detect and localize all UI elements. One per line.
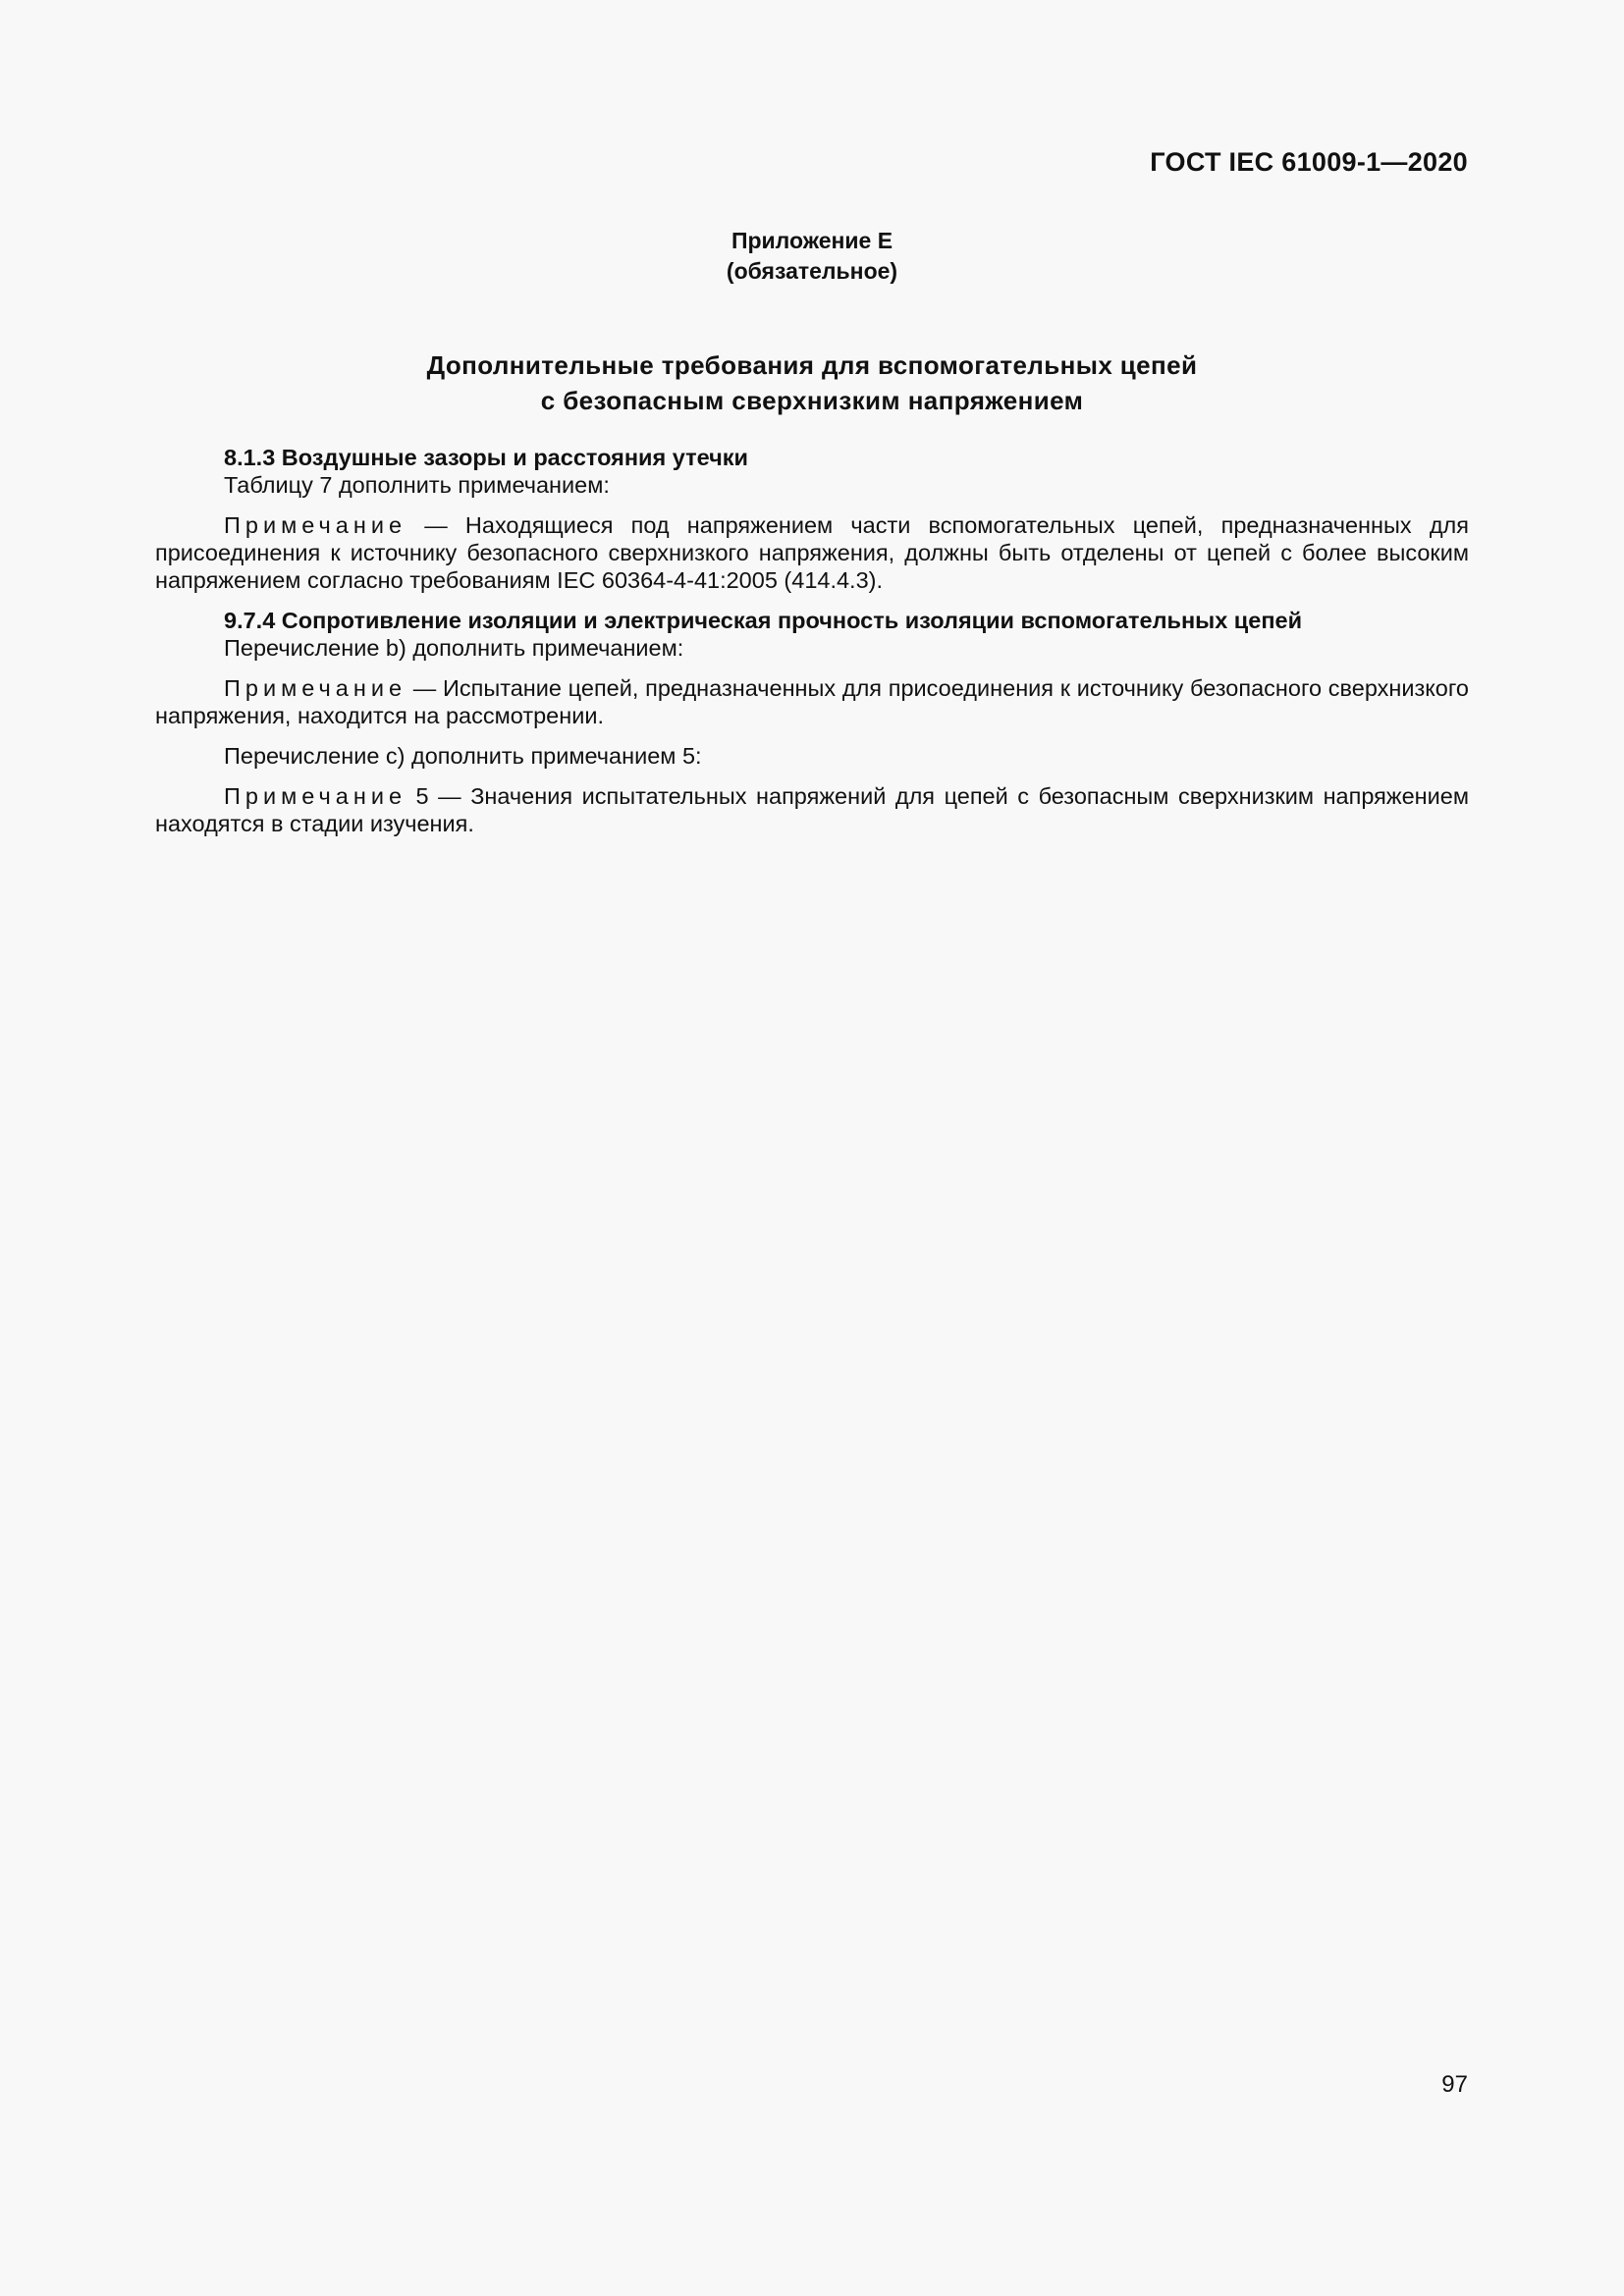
- annex-heading: [155, 226, 1469, 287]
- note-text: — Находящиеся под напряжением части вспомогательных цепей, предназначенных для присоединения к источнику безопасного сверхнизкого напряжения, должны быть отделены от цепей с более высоким напряжением согласно требованиям IEC 60364-4-41:2005 (414.4.3).: [155, 512, 1469, 593]
- document-code: ГОСТ IEC 61009-1—2020: [1150, 147, 1468, 177]
- note-8-1-3: [155, 511, 1469, 594]
- note-text: — Испытание цепей, предназначенных для присоединения к источнику безопасного сверхнизкого напряжения, находится на рассмотрении.: [155, 675, 1469, 728]
- section-instruction-9-7-4-c: Перечисление c) дополнить примечанием 5:: [224, 743, 702, 769]
- section-instruction-9-7-4-b: Перечисление b) дополнить примечанием:: [224, 635, 684, 661]
- annex-title-line-1: Дополнительные требования для вспомогательных цепей: [426, 350, 1198, 380]
- document-body: [155, 444, 1469, 837]
- annex-status: (обязательное): [726, 258, 898, 284]
- section-heading-8-1-3: 8.1.3 Воздушные зазоры и расстояния утечки: [224, 445, 748, 470]
- note-label: Примечание: [224, 512, 407, 538]
- annex-title-line-2: с безопасным сверхнизким напряжением: [540, 386, 1084, 415]
- note-text: 5 — Значения испытательных напряжений для цепей с безопасным сверхнизким напряжением находятся в стадии изучения.: [155, 783, 1469, 836]
- note-label: Примечание: [224, 675, 407, 701]
- note-9-7-4-b: [155, 674, 1469, 729]
- annex-title: [155, 347, 1469, 418]
- section-instruction-8-1-3: Таблицу 7 дополнить примечанием:: [224, 472, 610, 498]
- note-label: Примечание: [224, 783, 407, 809]
- note-9-7-4-c: [155, 782, 1469, 837]
- page-number: 97: [1441, 2071, 1468, 2098]
- annex-label: Приложение Е: [731, 228, 893, 253]
- section-heading-9-7-4: 9.7.4 Сопротивление изоляции и электрическая прочность изоляции вспомогательных цепей: [224, 608, 1303, 633]
